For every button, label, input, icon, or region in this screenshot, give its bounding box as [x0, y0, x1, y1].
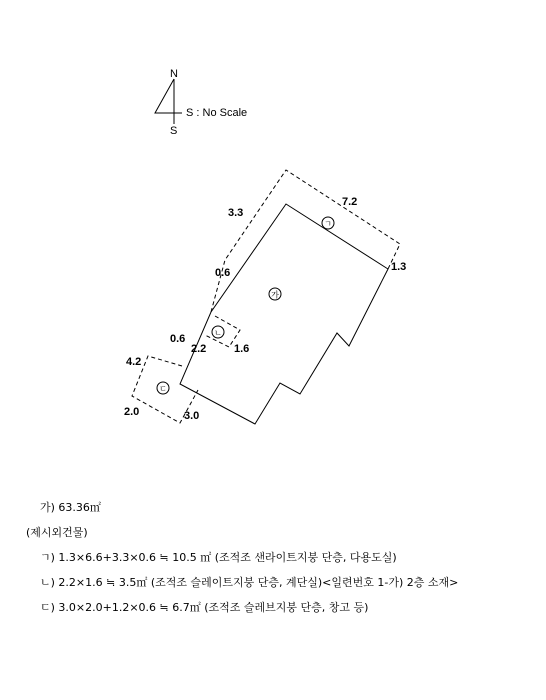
mark-c-label: ㄷ: [159, 384, 167, 394]
scale-text: S : No Scale: [186, 107, 248, 119]
mark-c: [157, 382, 169, 394]
mark-a-label: ㄱ: [324, 219, 332, 229]
north-arrow-head: [155, 79, 182, 113]
dim-label: 0.6: [170, 333, 186, 345]
main-building-outline: [180, 204, 388, 424]
main-area-note: 가) 63.36㎡: [40, 501, 101, 514]
dim-label: 3.3: [228, 207, 244, 219]
annex-a-outline: [211, 170, 400, 312]
mark-b-label: ㄴ: [214, 328, 222, 338]
north-label: N: [170, 68, 178, 80]
dim-label: 2.2: [191, 343, 207, 355]
annex-b-note: ㄴ) 2.2×1.6 ≒ 3.5㎡ (조적조 슬레이트지붕 단층, 계단실)<일련번호 1-가) 2층 소재>: [40, 576, 459, 589]
south-label: S: [170, 125, 178, 137]
mark-b: [212, 326, 224, 338]
mark-main: [269, 288, 281, 300]
north-arrow: [155, 68, 247, 137]
dim-label: 4.2: [126, 356, 142, 368]
mark-a: [322, 217, 334, 229]
dim-label: 0.6: [215, 267, 231, 279]
annex-heading: (제시외건물): [26, 526, 88, 539]
annex-a-note: ㄱ) 1.3×6.6+3.3×0.6 ≒ 10.5 ㎡ (조적조 샌라이트지붕 단층, 다용도실): [40, 551, 397, 564]
dim-label: 3.0: [184, 410, 200, 422]
dim-label: 2.0: [124, 406, 140, 418]
dim-label: 1.6: [234, 343, 250, 355]
mark-main-label: 가: [271, 290, 279, 300]
dim-label: 1.3: [391, 261, 407, 273]
dim-label: 7.2: [342, 196, 358, 208]
annex-c-note: ㄷ) 3.0×2.0+1.2×0.6 ≒ 6.7㎡ (조적조 슬레브지붕 단층, 창고 등): [40, 601, 369, 614]
